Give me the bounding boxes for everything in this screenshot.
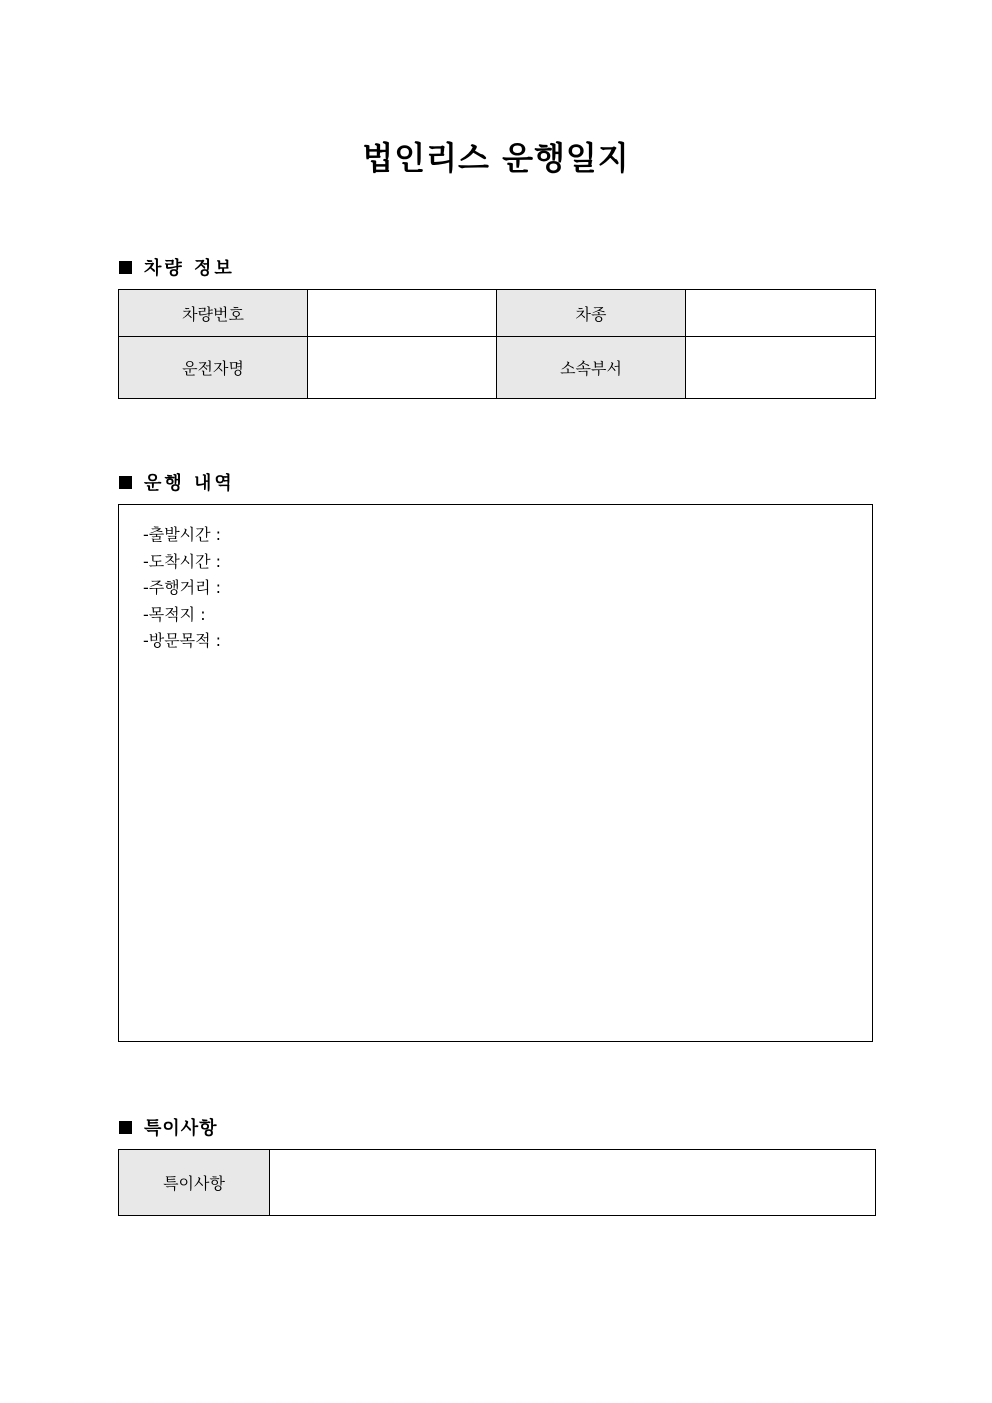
square-bullet-icon [119, 476, 132, 489]
section-heading-vehicle-info [119, 254, 235, 280]
vehicle-model-field[interactable] [686, 290, 876, 337]
remarks-field[interactable] [270, 1150, 876, 1216]
driver-name-label: 운전자명 [119, 337, 308, 399]
driver-name-field[interactable] [308, 337, 497, 399]
log-line-arrival-time: -도착시간 : [143, 551, 222, 571]
driving-log-box[interactable] [118, 504, 873, 1042]
log-line-departure-time: -출발시간 : [143, 525, 222, 544]
log-line-visit-purpose: -방문목적 : [143, 631, 222, 650]
section-heading-remarks [119, 1114, 218, 1140]
page-title: 법인리스 운행일지 [362, 139, 630, 177]
table-row [119, 1150, 876, 1216]
vehicle-model-label: 차종 [497, 290, 686, 337]
remarks-label: 특이사항 [119, 1150, 270, 1216]
square-bullet-icon [119, 261, 132, 274]
table-row [119, 290, 876, 337]
department-label: 소속부서 [497, 337, 686, 399]
remarks-table [118, 1149, 876, 1216]
vehicle-number-field[interactable] [308, 290, 497, 337]
section-heading-label: 운행 내역 [144, 473, 235, 494]
square-bullet-icon [119, 1121, 132, 1134]
table-row [119, 337, 876, 399]
vehicle-info-table [118, 289, 876, 399]
log-line-distance: -주행거리 : [143, 578, 222, 597]
driving-log-lines [143, 522, 221, 655]
vehicle-number-label: 차량번호 [119, 290, 308, 337]
section-heading-label: 차량 정보 [144, 258, 235, 279]
section-heading-driving-log [119, 469, 235, 495]
section-heading-label: 특이사항 [144, 1118, 218, 1139]
department-field[interactable] [686, 337, 876, 399]
log-line-destination: -목적지 : [143, 604, 206, 624]
